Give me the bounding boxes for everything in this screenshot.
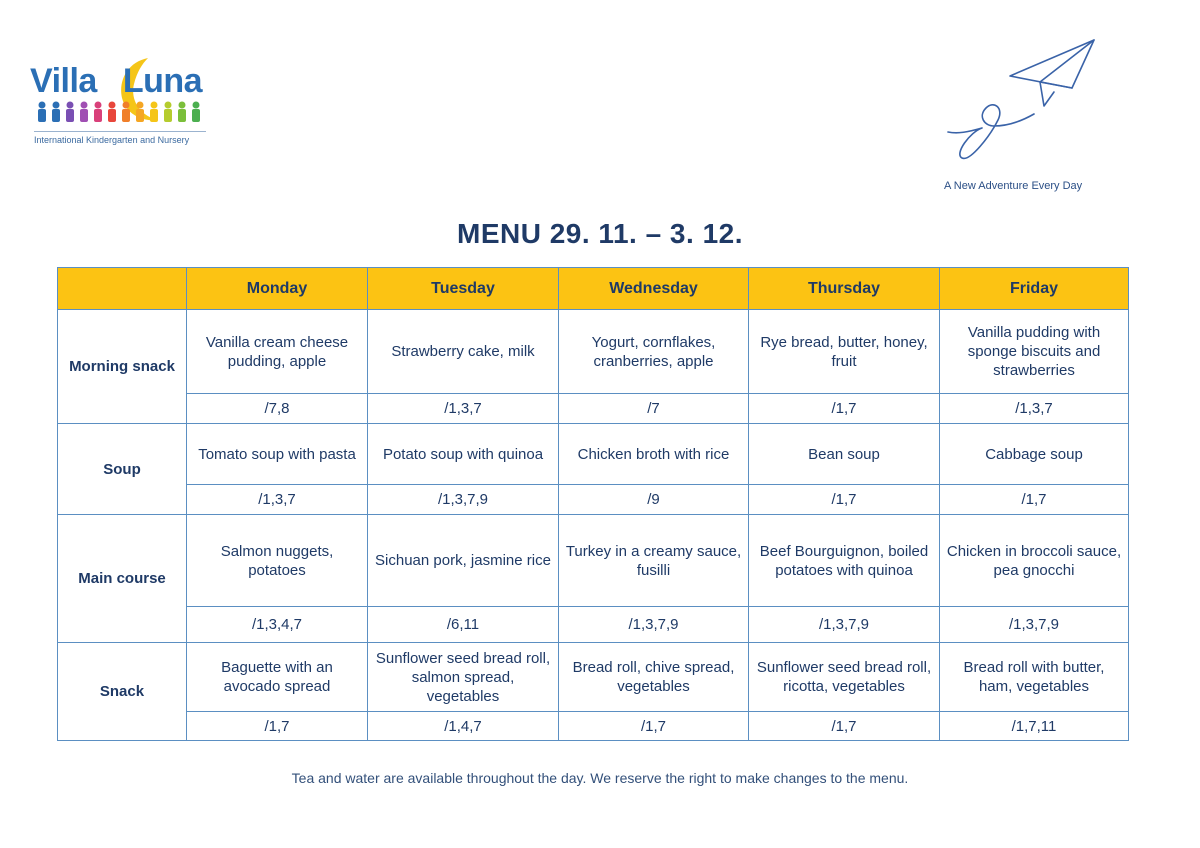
allergen-cell: /1,3,7,9: [749, 607, 940, 643]
allergen-cell: /1,7: [749, 485, 940, 515]
allergen-row-soup: [58, 485, 1129, 515]
allergen-cell: /6,11: [368, 607, 559, 643]
allergen-cell: /7: [559, 394, 749, 424]
logo-subtitle: International Kindergarten and Nursery: [34, 135, 190, 145]
meal-label: Morning snack: [58, 310, 187, 424]
dish-cell: Sunflower seed bread roll, salmon spread, vegetables: [368, 643, 559, 712]
dish-cell: Tomato soup with pasta: [187, 424, 368, 485]
dish-row-soup: [58, 424, 1129, 485]
dish-cell: Strawberry cake, milk: [368, 310, 559, 394]
allergen-cell: /1,3,4,7: [187, 607, 368, 643]
allergen-cell: /9: [559, 485, 749, 515]
meal-label: Snack: [58, 643, 187, 741]
dish-row-main-course: [58, 515, 1129, 607]
logo: [30, 52, 210, 152]
meal-label: Main course: [58, 515, 187, 643]
allergen-cell: /1,3,7,9: [559, 607, 749, 643]
allergen-cell: /1,7: [940, 485, 1129, 515]
header-corner-cell: [58, 268, 187, 310]
allergen-row-main-course: [58, 607, 1129, 643]
allergen-cell: /1,4,7: [368, 712, 559, 741]
allergen-cell: /1,3,7,9: [940, 607, 1129, 643]
day-header: Thursday: [749, 268, 940, 310]
allergen-cell: /1,3,7: [368, 394, 559, 424]
day-header: Monday: [187, 268, 368, 310]
dish-cell: Bread roll with butter, ham, vegetables: [940, 643, 1129, 712]
dish-cell: Chicken broth with rice: [559, 424, 749, 485]
allergen-cell: /1,7,11: [940, 712, 1129, 741]
allergen-cell: /1,7: [559, 712, 749, 741]
day-header: Wednesday: [559, 268, 749, 310]
dish-cell: Vanilla cream cheese pudding, apple: [187, 310, 368, 394]
allergen-row-snack: [58, 712, 1129, 741]
allergen-row-morning-snack: [58, 394, 1129, 424]
dish-cell: Vanilla pudding with sponge biscuits and strawberries: [940, 310, 1129, 394]
day-header: Tuesday: [368, 268, 559, 310]
dish-cell: Salmon nuggets, potatoes: [187, 515, 368, 607]
header-row: [58, 268, 1129, 310]
dish-row-snack: [58, 643, 1129, 712]
dish-cell: Bean soup: [749, 424, 940, 485]
footer-note: Tea and water are available throughout the day. We reserve the right to make changes to the menu.: [291, 770, 909, 786]
tagline: A New Adventure Every Day: [944, 180, 1083, 192]
dish-cell: Baguette with an avocado spread: [187, 643, 368, 712]
logo-wordmark: [30, 62, 202, 101]
allergen-cell: /1,3,7: [940, 394, 1129, 424]
logo-villa-text: Villa: [30, 62, 97, 100]
paper-plane-icon: [940, 36, 1110, 171]
dish-cell: Bread roll, chive spread, vegetables: [559, 643, 749, 712]
day-header: Friday: [940, 268, 1129, 310]
allergen-cell: /1,3,7,9: [368, 485, 559, 515]
allergen-cell: /1,7: [749, 712, 940, 741]
logo-divider: [34, 131, 206, 132]
children-figures-icon: [34, 100, 206, 124]
allergen-cell: /1,3,7: [187, 485, 368, 515]
dish-cell: Chicken in broccoli sauce, pea gnocchi: [940, 515, 1129, 607]
page-title: MENU 29. 11. – 3. 12.: [457, 218, 743, 249]
dish-cell: Yogurt, cornflakes, cranberries, apple: [559, 310, 749, 394]
dish-cell: Potato soup with quinoa: [368, 424, 559, 485]
logo-luna-text: Luna: [122, 62, 203, 100]
dish-cell: Beef Bourguignon, boiled potatoes with quinoa: [749, 515, 940, 607]
dish-cell: Sunflower seed bread roll, ricotta, vegetables: [749, 643, 940, 712]
dish-cell: Rye bread, butter, honey, fruit: [749, 310, 940, 394]
dish-cell: Cabbage soup: [940, 424, 1129, 485]
dish-cell: Sichuan pork, jasmine rice: [368, 515, 559, 607]
allergen-cell: /1,7: [749, 394, 940, 424]
meal-label: Soup: [58, 424, 187, 515]
allergen-cell: /1,7: [187, 712, 368, 741]
menu-table: [57, 267, 1129, 741]
dish-row-morning-snack: [58, 310, 1129, 394]
allergen-cell: /7,8: [187, 394, 368, 424]
dish-cell: Turkey in a creamy sauce, fusilli: [559, 515, 749, 607]
